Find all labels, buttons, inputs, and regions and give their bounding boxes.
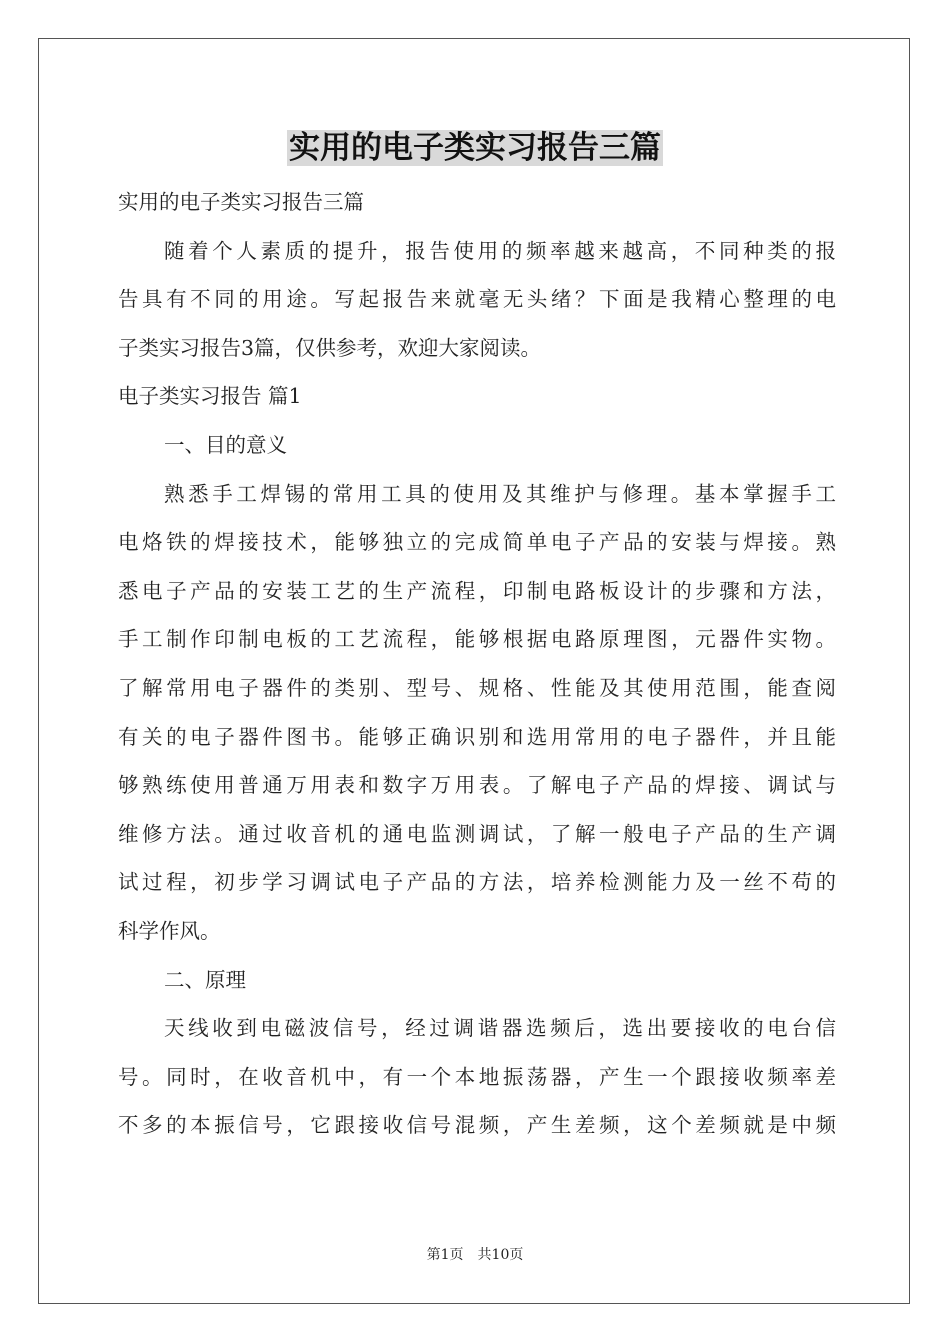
text-line: 手工制作印制电板的工艺流程，能够根据电路原理图，元器件实物。 [118, 627, 836, 652]
text-line: 随着个人素质的提升，报告使用的频率越来越高，不同种类的报 [164, 238, 836, 263]
document-title [0, 123, 950, 173]
document-body [118, 178, 836, 1150]
text-line: 实用的电子类实习报告三篇 [118, 190, 364, 214]
text-line: 二、原理 [164, 967, 246, 992]
text-line: 子类实习报告3篇，仅供参考，欢迎大家阅读。 [118, 335, 542, 360]
page-number: 第1页 [426, 1247, 464, 1263]
text-line: 科学作风。 [118, 918, 221, 943]
text-line: 号。同时，在收音机中，有一个本地振荡器，产生一个跟接收频率差 [118, 1064, 836, 1089]
text-line: 电烙铁的焊接技术，能够独立的完成简单电子产品的安装与焊接。熟 [118, 530, 836, 555]
text-line: 维修方法。通过收音机的通电监测调试，了解一般电子产品的生产调 [118, 821, 836, 846]
text-line: 了解常用电子器件的类别、型号、规格、性能及其使用范围，能查阅 [118, 675, 836, 700]
text-line: 试过程，初步学习调试电子产品的方法，培养检测能力及一丝不苟的 [118, 870, 836, 895]
text-line: 悉电子产品的安装工艺的生产流程，印制电路板设计的步骤和方法， [118, 578, 836, 603]
text-line: 熟悉手工焊锡的常用工具的使用及其维护与修理。基本掌握手工 [164, 481, 836, 506]
text-line: 电子类实习报告 篇1 [118, 384, 302, 409]
text-line: 有关的电子器件图书。能够正确识别和选用常用的电子器件，并且能 [118, 724, 836, 749]
page-total: 共10页 [477, 1247, 524, 1263]
page-footer [0, 1244, 950, 1264]
text-line: 不多的本振信号，它跟接收信号混频，产生差频，这个差频就是中频 [118, 1113, 836, 1138]
text-line: 天线收到电磁波信号，经过调谐器选频后，选出要接收的电台信 [164, 1016, 836, 1041]
document-title-text: 实用的电子类实习报告三篇 [289, 130, 661, 166]
text-line: 一、目的意义 [164, 432, 287, 457]
text-line: 够熟练使用普通万用表和数字万用表。了解电子产品的焊接、调试与 [118, 773, 836, 798]
text-line: 告具有不同的用途。写起报告来就毫无头绪？下面是我精心整理的电 [118, 287, 836, 312]
